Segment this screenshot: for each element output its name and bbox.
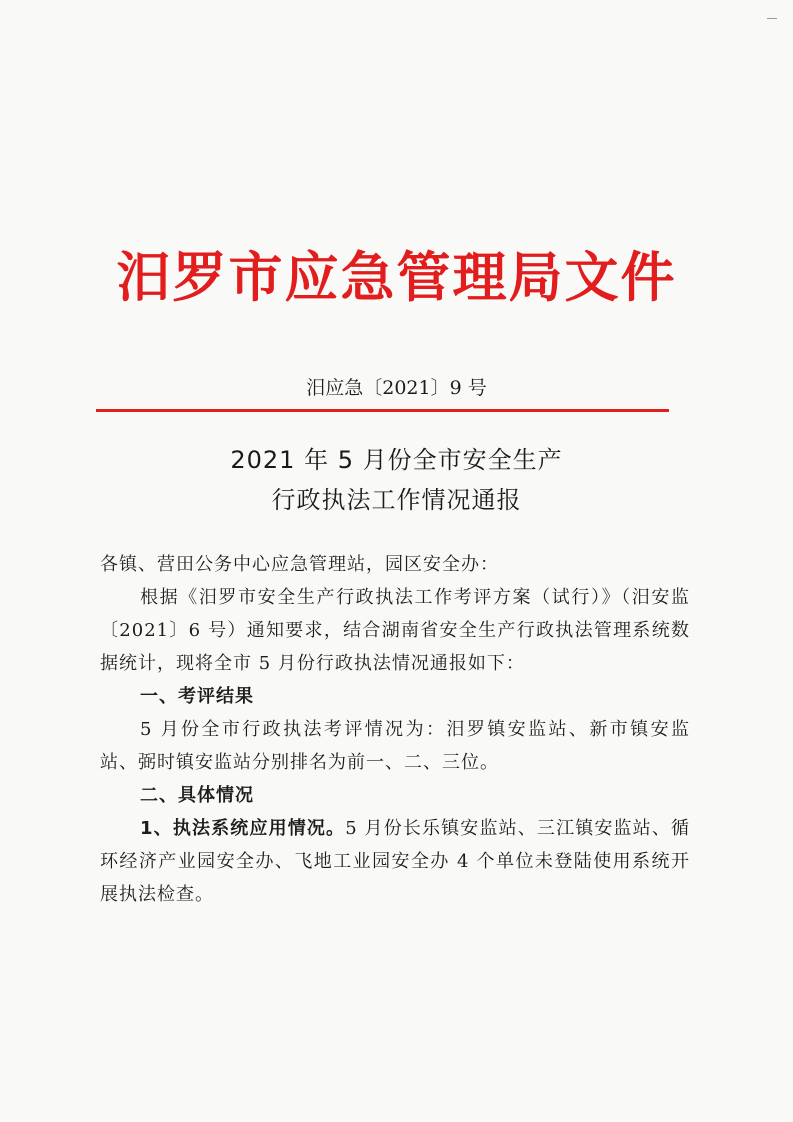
document-body [100,548,690,911]
recipients-line: 各镇、营田公务中心应急管理站，园区安全办： [100,554,499,575]
notice-title-line-1: 2021 年 5 月份全市安全生产 [230,446,563,474]
subsection-body-system-usage: 5 月份长乐镇安监站、三江镇安监站、循环经济产业园安全办、飞地工业园安全办 4 个单位未登陆使用系统开展执法检查。 [100,818,690,905]
subsection-lead-system-usage: 1、执法系统应用情况。 [140,818,346,839]
intro-paragraph: 根据《汨罗市安全生产行政执法工作考评方案（试行）》（汨安监〔2021〕6 号）通知要求，结合湖南省安全生产行政执法管理系统数据统计，现将全市 5 月份行政执法情况通报如下： [100,587,690,674]
section-body-results: 5 月份全市行政执法考评情况为：汨罗镇安监站、新市镇安监站、弼时镇安监站分别排名为前一、二、三位。 [100,719,690,773]
notice-title-line-2: 行政执法工作情况通报 [271,486,522,514]
header-red-rule [96,409,669,412]
document-number: 汨应急〔2021〕9 号 [306,377,487,399]
section-heading-results: 一、考评结果 [140,686,254,707]
section-heading-details: 二、具体情况 [140,785,254,806]
document-header-title: 汨罗市应急管理局文件 [116,246,677,309]
notice-title [0,440,793,520]
section-body-details [100,812,690,911]
page-corner-mark [767,14,777,19]
